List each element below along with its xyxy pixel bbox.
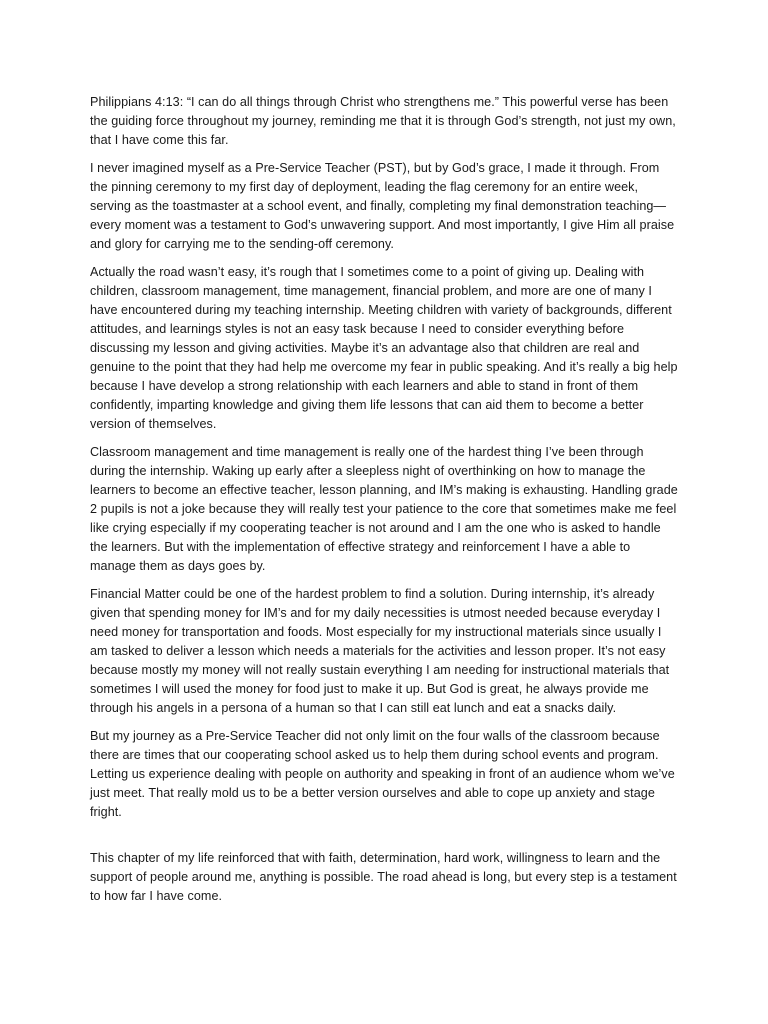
paragraph-financial-matter: Financial Matter could be one of the hardest problem to find a solution. During internship, it’s already given that spending money for IM’s and for my daily necessities is utmost needed because everyday I need money for transportation and foods. Most especially for my instructional materials since usually I am tasked to deliver a lesson which needs a materials for the activities and lesson proper. It’s not easy because mostly my money will not really sustain everything I am needing for instructional materials that sometimes I will used the money for food just to make it up. But God is great, he always provide me through his angels in a persona of a human so that I can still eat lunch and eat a snacks daily. [90,587,670,715]
paragraph-beyond-classroom: But my journey as a Pre-Service Teacher did not only limit on the four walls of the classroom because there are times that our cooperating school asked us to help them during school events and program. Letting us experience dealing with people on authority and speaking in front of an audience whom we’ve just meet. That really mold us to be a better version ourselves and able to cope up anxiety and stage fright. [90,729,675,819]
paragraph-pst-journey: I never imagined myself as a Pre-Service Teacher (PST), but by God’s grace, I made it through. From the pinning ceremony to my first day of deployment, leading the flag ceremony for an entire week, serving as the toastmaster at a school event, and finally, completing my final demonstration teaching—every moment was a testament to God’s unwavering support. And most importantly, I give Him all praise and glory for carrying me to the sending-off ceremony. [90,161,675,251]
document-body [90,93,678,915]
paragraph-opening-verse: Philippians 4:13: “I can do all things through Christ who strengthens me.” This powerful verse has been the guiding force throughout my journey, reminding me that it is through God’s strength, not just my own, that I have come this far. [90,95,676,147]
paragraph-conclusion: This chapter of my life reinforced that with faith, determination, hard work, willingness to learn and the support of people around me, anything is possible. The road ahead is long, but every step is a testament to how far I have come. [90,851,677,903]
paragraph-classroom-management: Classroom management and time management is really one of the hardest thing I’ve been through during the internship. Waking up early after a sleepless night of overthinking on how to manage the learners to become an effective teacher, lesson planning, and IM’s making is exhausting. Handling grade 2 pupils is not a joke because they will really test your patience to the core that sometimes make me feel like crying especially if my cooperating teacher is not around and I am the one who is asked to handle the learners. But with the implementation of effective strategy and reinforcement I have a able to manage them as days goes by. [90,445,678,573]
paragraph-challenges: Actually the road wasn’t easy, it’s rough that I sometimes come to a point of giving up. Dealing with children, classroom management, time management, financial problem, and more are one of many I have encountered during my teaching internship. Meeting children with variety of backgrounds, different attitudes, and learnings styles is not an easy task because I need to consider everything before discussing my lesson and giving activities. Maybe it’s an advantage also that children are real and genuine to the point that they had help me overcome my fear in public speaking. And it’s really a big help because I have develop a strong relationship with each learners and able to stand in front of them confidently, imparting knowledge and giving them life lessons that can aid them to become a better version of themselves. [90,265,678,431]
